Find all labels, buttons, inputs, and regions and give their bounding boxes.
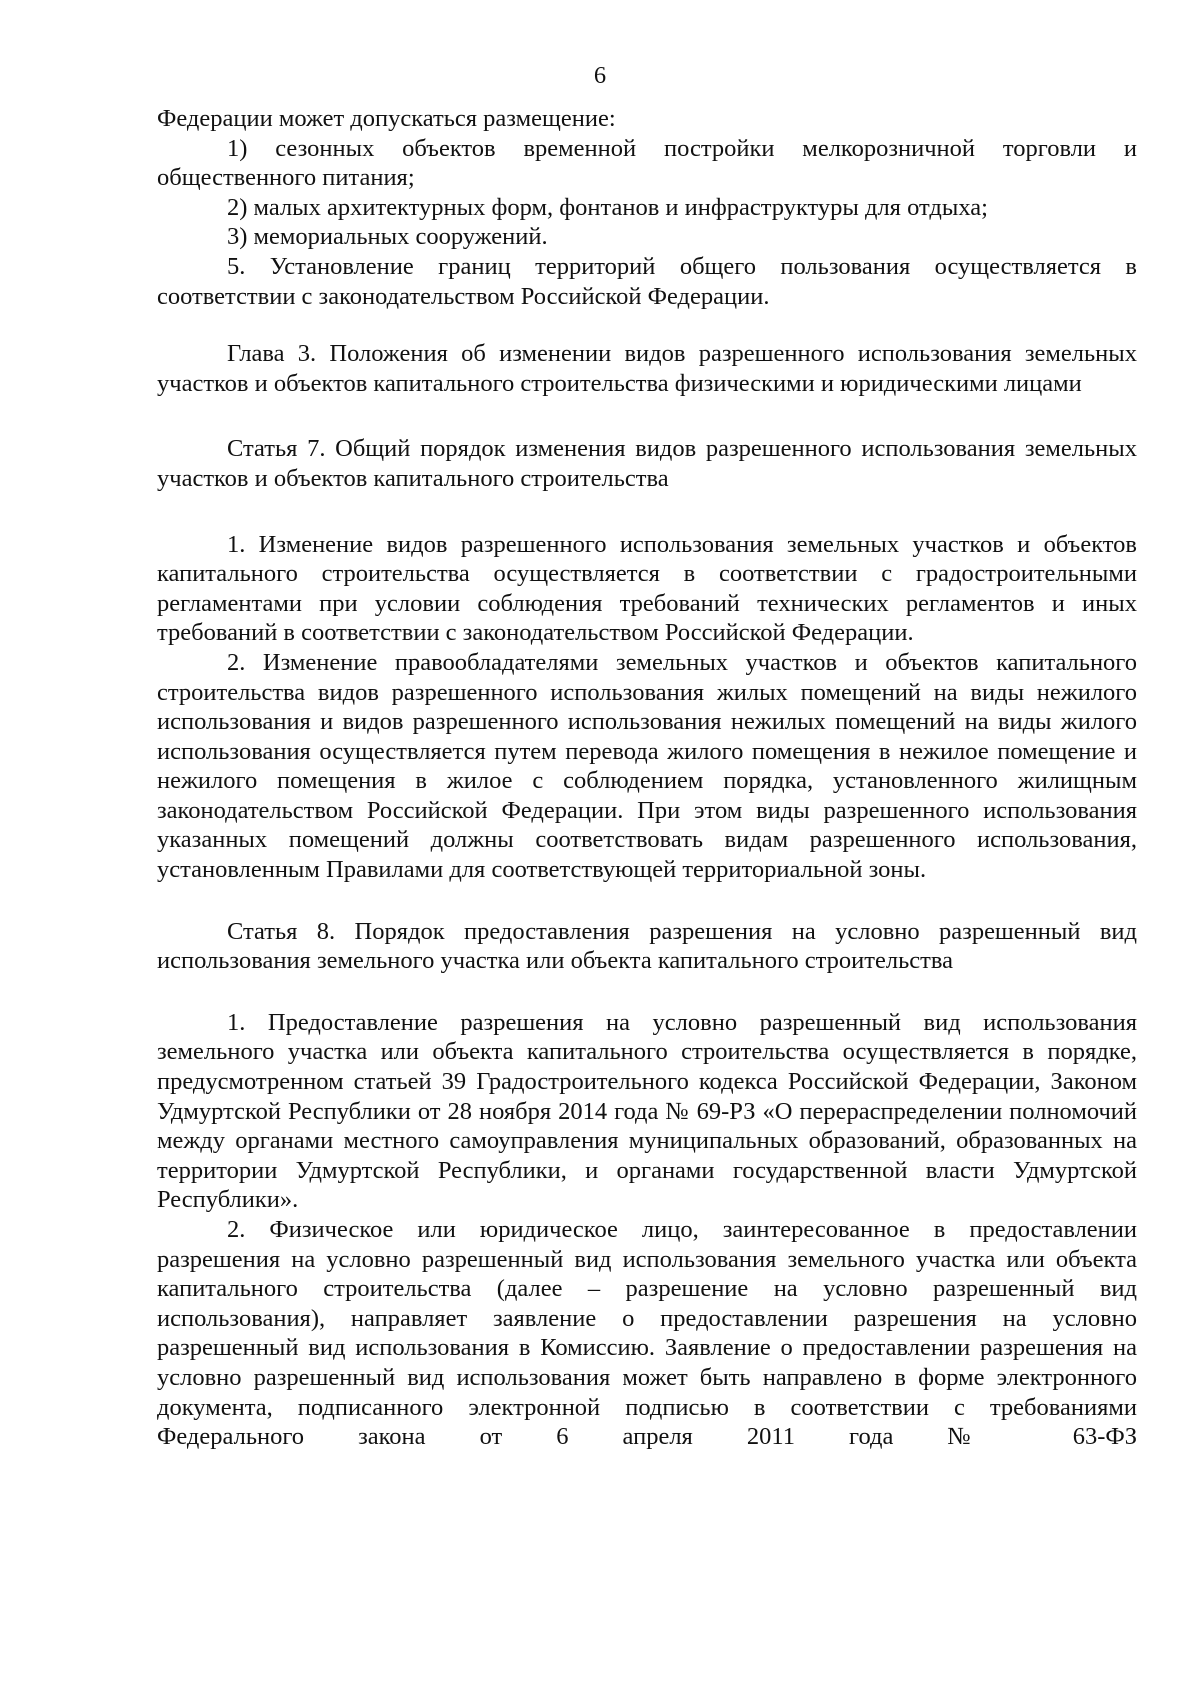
list-item-3: 3) мемориальных сооружений.	[227, 223, 548, 251]
clause-5: 5. Установление границ территорий общего пользования осуществляется в соответствии с законодательством Российской Федерации.	[157, 252, 1137, 310]
article-8-clause-1: 1. Предоставление разрешения на условно разрешенный вид использования земельного участка или объекта капитального строительства осуществляется в порядке, предусмотренном статьей 39 Градостроительного кодекса Российской Федерации, Законом Удмуртской Республики от 28 ноября 2014 года № 69-РЗ «О перераспределении полномочий между органами местного самоуправления муниципальных образований, образованных на территории Удмуртской Республики, и органами государственной власти Удмуртской Республики».	[157, 1008, 1137, 1214]
paragraph-intro: Федерации может допускаться размещение:	[157, 105, 616, 132]
article-7-heading: Статья 7. Общий порядок изменения видов разрешенного использования земельных участков и объектов капитального строительства	[157, 435, 1137, 492]
article-8-heading: Статья 8. Порядок предоставления разрешения на условно разрешенный вид использования земельного участка или объекта капитального строительства	[157, 917, 1137, 975]
chapter-3-heading: Глава 3. Положения об изменении видов разрешенного использования земельных участков и объектов капитального строительства физическими и юридическими лицами	[157, 340, 1137, 397]
article-7-clause-1: 1. Изменение видов разрешенного использования земельных участков и объектов капитального строительства осуществляется в соответствии с градостроительными регламентами при условии соблюдения требований технических регламентов и иных требований в соответствии с законодательством Российской Федерации.	[157, 530, 1137, 647]
page-number: 6	[593, 62, 607, 89]
article-7-clause-2: 2. Изменение правообладателями земельных участков и объектов капитального строительства видов разрешенного использования жилых помещений на виды нежилого использования и видов разрешенного использования нежилых помещений на виды жилого использования осуществляется путем перевода жилого помещения в нежилое помещение и нежилого помещения в жилое с соблюдением порядка, установленного жилищным законодательством Российской Федерации. При этом виды разрешенного использования указанных помещений должны соответствовать видам разрешенного использования, установленным Правилами для соответствующей территориальной зоны.	[157, 648, 1137, 884]
article-8-clause-2: 2. Физическое или юридическое лицо, заинтересованное в предоставлении разрешения на условно разрешенный вид использования земельного участка или объекта капитального строительства (далее – разрешение на условно разрешенный вид использования), направляет заявление о предоставлении разрешения на условно разрешенный вид использования в Комиссию. Заявление о предоставлении разрешения на условно разрешенный вид использования может быть направлено в форме электронного документа, подписанного электронной подписью в соответствии с требованиями Федерального закона от 6 апреля 2011 года № 63-ФЗ	[157, 1216, 1137, 1451]
list-item-2: 2) малых архитектурных форм, фонтанов и инфраструктуры для отдыха;	[227, 193, 988, 221]
document-body	[157, 104, 1137, 1452]
list-item-1: 1) сезонных объектов временной постройки мелкорозничной торговли и общественного питания;	[157, 134, 1137, 192]
